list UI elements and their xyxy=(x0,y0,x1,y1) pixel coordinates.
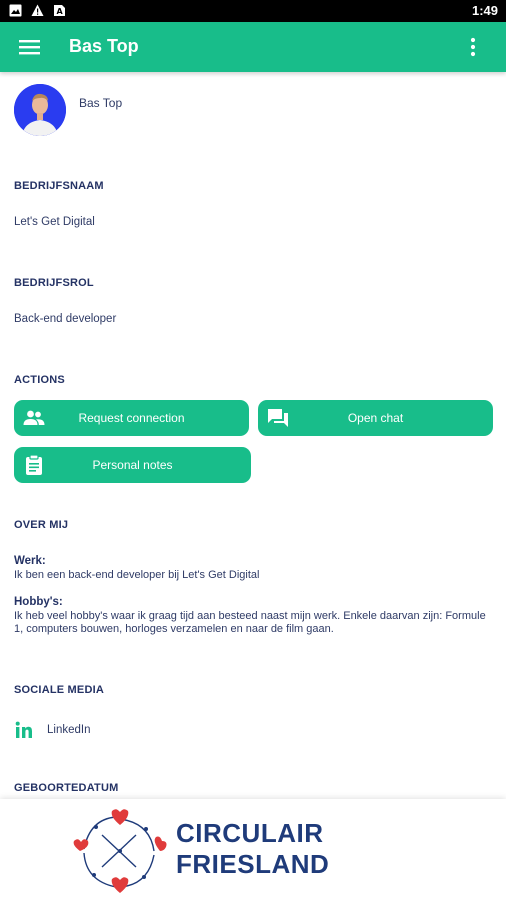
company-name-value: Let's Get Digital xyxy=(14,216,95,228)
work-label: Werk: xyxy=(14,555,46,567)
linkedin-link[interactable] xyxy=(14,720,90,740)
sponsor-banner[interactable] xyxy=(0,799,506,900)
open-chat-button[interactable] xyxy=(258,400,493,436)
company-role-header: BEDRIJFSROL xyxy=(14,277,94,289)
request-connection-button[interactable] xyxy=(14,400,249,436)
status-time: 1:49 xyxy=(471,3,498,18)
profile-content[interactable] xyxy=(0,72,506,799)
people-icon xyxy=(22,406,46,430)
about-header: OVER MIJ xyxy=(14,519,69,531)
logo-text-line1: CIRCULAIR xyxy=(176,818,324,848)
personal-notes-label: Personal notes xyxy=(92,458,173,472)
clipboard-icon xyxy=(22,453,46,477)
linkedin-label: LinkedIn xyxy=(47,724,91,736)
person-photo-icon xyxy=(14,84,66,136)
hobbies-text: Ik heb veel hobby's waar ik graag tijd aan besteed naast mijn werk. Enkele daarvan zijn: Formule 1, computers bouwen, horloges verzamelen en naar de film gaan. xyxy=(14,609,486,635)
page-title: Bas Top xyxy=(69,36,139,56)
social-media-header: SOCIALE MEDIA xyxy=(14,684,104,696)
actions-header: ACTIONS xyxy=(14,374,65,386)
hamburger-menu-icon[interactable] xyxy=(19,37,40,57)
logo-text-line2: FRIESLAND xyxy=(176,849,330,879)
svg-text:A: A xyxy=(56,7,63,16)
chat-icon xyxy=(266,406,290,430)
personal-notes-button[interactable] xyxy=(14,447,251,483)
sim-icon xyxy=(53,4,66,17)
profile-name: Bas Top xyxy=(79,96,123,110)
more-vertical-icon[interactable] xyxy=(465,35,481,59)
linkedin-icon xyxy=(14,720,34,740)
about-work xyxy=(14,555,494,582)
about-hobbies xyxy=(14,596,494,637)
request-connection-label: Request connection xyxy=(78,411,185,425)
avatar xyxy=(14,84,66,136)
status-bar xyxy=(0,0,506,22)
circular-arrows-logo-icon xyxy=(72,805,168,897)
open-chat-label: Open chat xyxy=(347,411,404,425)
company-name-header: BEDRIJFSNAAM xyxy=(14,180,104,192)
company-role-value: Back-end developer xyxy=(14,313,117,325)
image-icon xyxy=(9,4,22,17)
work-text: Ik ben een back-end developer bij Let's Get Digital xyxy=(14,568,260,581)
birthdate-header: GEBOORTEDATUM xyxy=(14,782,119,794)
app-bar xyxy=(0,22,506,72)
warning-icon xyxy=(31,4,44,17)
hobbies-label: Hobby's: xyxy=(14,596,63,608)
